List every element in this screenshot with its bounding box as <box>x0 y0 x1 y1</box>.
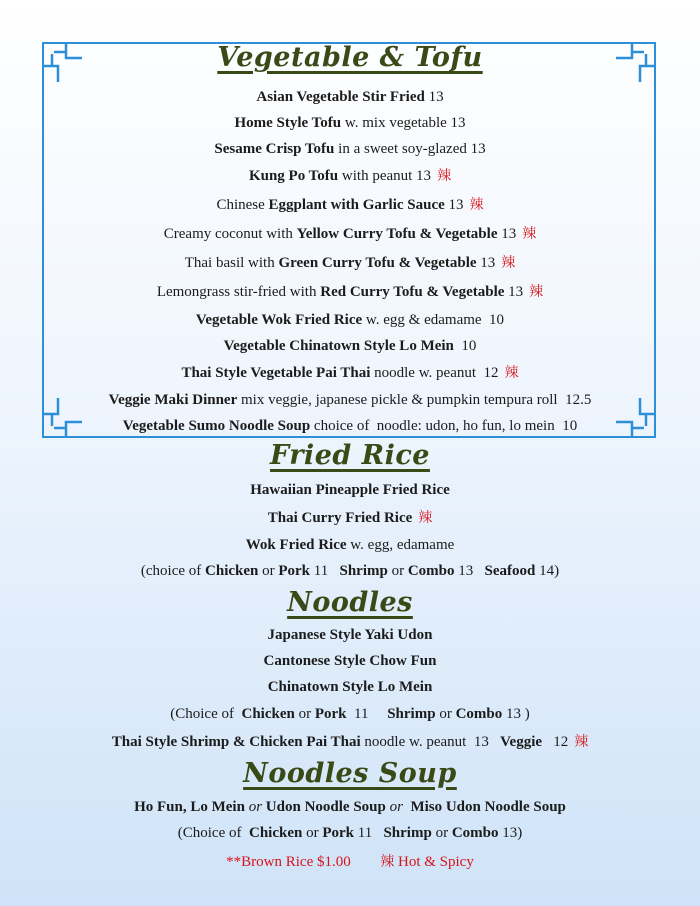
section-title-fried-rice: Fried Rice <box>270 440 430 471</box>
menu-item: Cantonese Style Chow Fun <box>263 653 437 669</box>
menu-item: Vegetable Sumo Noodle Soup choice of noodle: udon, ho fun, lo mein 10 <box>122 418 578 434</box>
spicy-icon: 辣 <box>522 226 537 242</box>
menu-item: Kung Po Tofu with peanut 13 辣 <box>248 168 452 184</box>
menu-item: Wok Fried Rice w. egg, edamame <box>245 537 455 553</box>
price-choice-line: (Choice of Chicken or Pork 11 Shrimp or Combo 13 ) <box>170 706 530 722</box>
menu-item: Japanese Style Yaki Udon <box>267 627 433 643</box>
hot-spicy-legend: Hot & Spicy <box>394 854 474 870</box>
footer-note <box>0 853 700 871</box>
menu-item: Veggie Maki Dinner mix veggie, japanese pickle & pumpkin tempura roll 12.5 <box>108 392 592 408</box>
spicy-icon: 辣 <box>501 255 516 271</box>
menu-item: Vegetable Wok Fried Rice w. egg & edamame 10 <box>195 312 505 328</box>
menu-item: Thai Curry Fried Rice 辣 <box>267 510 433 526</box>
spicy-icon: 辣 <box>380 854 395 870</box>
spicy-icon: 辣 <box>504 365 519 381</box>
menu-item: Chinese Eggplant with Garlic Sauce 13 辣 <box>216 197 484 213</box>
spicy-icon: 辣 <box>469 197 484 213</box>
menu-item: Chinatown Style Lo Mein <box>267 679 433 695</box>
menu-item: Vegetable Chinatown Style Lo Mein 10 <box>223 338 477 354</box>
brown-rice-note: **Brown Rice $1.00 <box>226 854 351 870</box>
menu-item: Thai Style Shrimp & Chicken Pai Thai noodle w. peanut 13 Veggie 12 辣 <box>111 734 589 750</box>
menu-item: Home Style Tofu w. mix vegetable 13 <box>234 115 466 131</box>
menu-item: Thai Style Vegetable Pai Thai noodle w. peanut 12 辣 <box>181 365 519 381</box>
spicy-icon: 辣 <box>529 284 544 300</box>
spicy-icon: 辣 <box>418 510 433 526</box>
price-choice-line: (choice of Chicken or Pork 11 Shrimp or Combo 13 Seafood 14) <box>140 563 560 579</box>
menu-item: Lemongrass stir-fried with Red Curry Tofu & Vegetable 13 辣 <box>156 284 544 300</box>
section-title-vegetable-tofu: Vegetable & Tofu <box>217 42 483 73</box>
menu-item: Thai basil with Green Curry Tofu & Vegetable 13 辣 <box>184 255 516 271</box>
spicy-icon: 辣 <box>574 734 589 750</box>
price-choice-line: (Choice of Chicken or Pork 11 Shrimp or Combo 13) <box>177 825 523 841</box>
menu-item: Asian Vegetable Stir Fried 13 <box>256 89 444 105</box>
menu-item: Sesame Crisp Tofu in a sweet soy-glazed 13 <box>214 141 486 157</box>
menu-item: Creamy coconut with Yellow Curry Tofu & Vegetable 13 辣 <box>163 226 537 242</box>
section-title-noodles: Noodles <box>287 587 413 618</box>
section-title-noodles-soup: Noodles Soup <box>243 758 457 789</box>
menu-item: Ho Fun, Lo Mein or Udon Noodle Soup or Miso Udon Noodle Soup <box>134 799 566 815</box>
menu-item: Hawaiian Pineapple Fried Rice <box>250 482 450 498</box>
spicy-icon: 辣 <box>437 168 452 184</box>
